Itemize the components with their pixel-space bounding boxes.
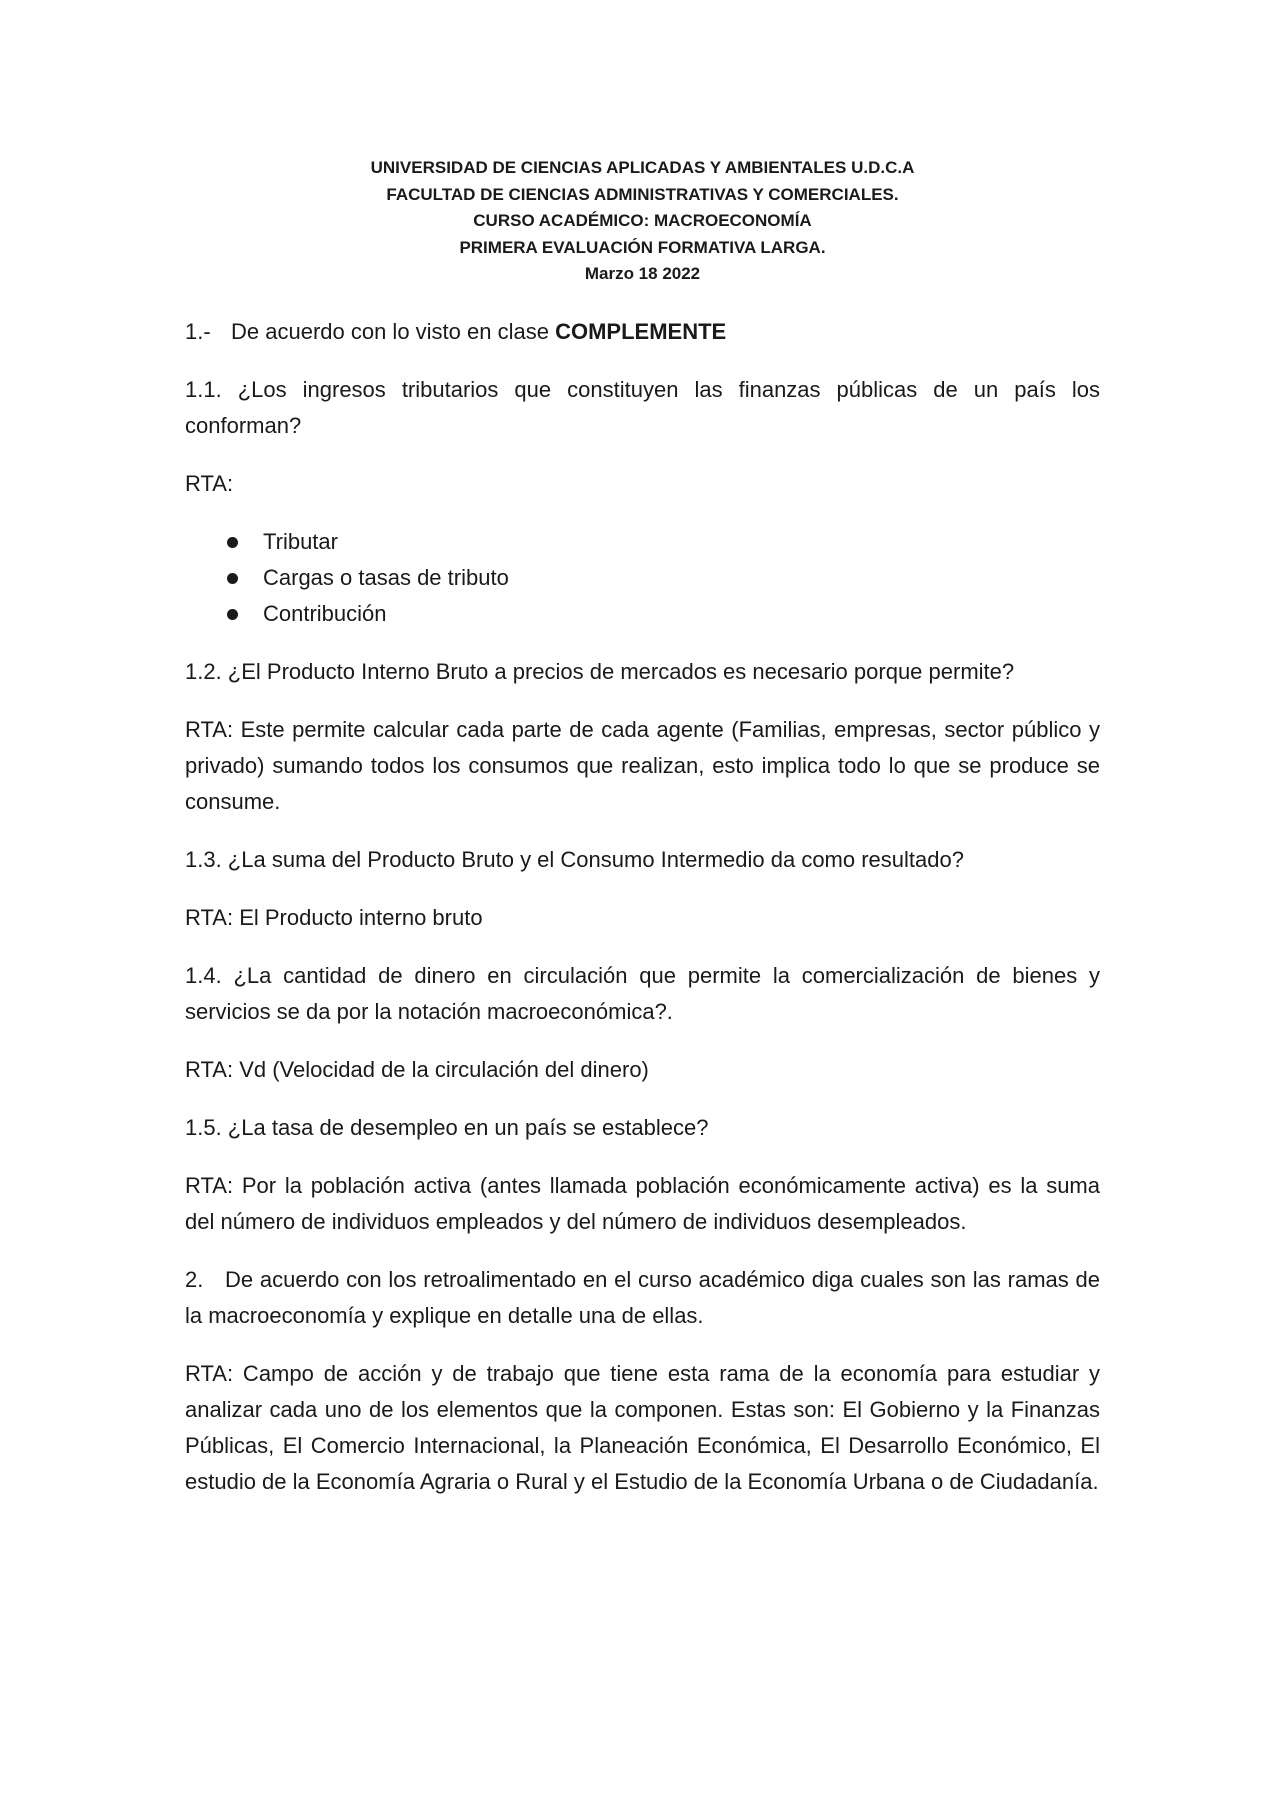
answer-1-3: RTA: El Producto interno bruto [185, 904, 483, 930]
answer-1-4: RTA: Vd (Velocidad de la circulación del dinero) [185, 1056, 649, 1082]
question-2 [185, 1262, 1100, 1334]
section-1-emphasis: COMPLEMENTE [555, 318, 727, 344]
question-1-4: 1.4. ¿La cantidad de dinero en circulación que permite la comercialización de bienes y servicios se da por la notación macroeconómica?. [185, 962, 1100, 1024]
bullet-icon [227, 573, 238, 584]
question-2-number: 2. [185, 1266, 204, 1292]
section-1-heading [185, 314, 1100, 350]
section-1-number: 1.- [185, 318, 211, 344]
list-item: Cargas o tasas de tributo [185, 560, 1100, 596]
question-1-2: 1.2. ¿El Producto Interno Bruto a precios de mercados es necesario porque permite? [185, 658, 1015, 684]
answer-2: RTA: Campo de acción y de trabajo que tiene esta rama de la economía para estudiar y analizar cada uno de los elementos que la componen. Estas son: El Gobierno y la Finanzas Públicas, El Comercio Internacional, la Planeación Económica, El Desarrollo Económico, El estudio de la Economía Agraria o Rural y el Estudio de la Economía Urbana o de Ciudadanía. [185, 1360, 1100, 1494]
question-1-1: 1.1. ¿Los ingresos tributarios que constituyen las finanzas públicas de un país los conforman? [185, 376, 1100, 438]
question-1-3: 1.3. ¿La suma del Producto Bruto y el Consumo Intermedio da como resultado? [185, 846, 964, 872]
header-university: UNIVERSIDAD DE CIENCIAS APLICADAS Y AMBIENTALES U.D.C.A [370, 158, 915, 177]
header-course: CURSO ACADÉMICO: MACROECONOMÍA [473, 211, 812, 230]
question-2-text: De acuerdo con los retroalimentado en el curso académico diga cuales son las ramas de la macroeconomía y explique en detalle una de ellas. [185, 1266, 1100, 1328]
bullet-icon [227, 537, 238, 548]
answer-1-2: RTA: Este permite calcular cada parte de cada agente (Familias, empresas, sector público y privado) sumando todos los consumos que realizan, esto implica todo lo que se produce se consume. [185, 716, 1100, 814]
header-date: Marzo 18 2022 [584, 264, 701, 283]
bullet-icon [227, 609, 238, 620]
answer-1-5: RTA: Por la población activa (antes llamada población económicamente activa) es la suma del número de individuos empleados y del número de individuos desempleados. [185, 1172, 1100, 1234]
question-1-5: 1.5. ¿La tasa de desempleo en un país se establece? [185, 1114, 709, 1140]
header-faculty: FACULTAD DE CIENCIAS ADMINISTRATIVAS Y COMERCIALES. [386, 184, 899, 204]
answer-1-1-label: RTA: [185, 470, 234, 496]
header-evaluation: PRIMERA EVALUACIÓN FORMATIVA LARGA. [459, 237, 826, 257]
document-header [185, 155, 1100, 288]
answer-1-1-list [185, 524, 1100, 632]
list-item: Tributar [185, 524, 1100, 560]
section-1-intro: De acuerdo con lo visto en clase [231, 318, 556, 344]
list-item: Contribución [185, 596, 1100, 632]
document-page [185, 155, 1100, 1500]
